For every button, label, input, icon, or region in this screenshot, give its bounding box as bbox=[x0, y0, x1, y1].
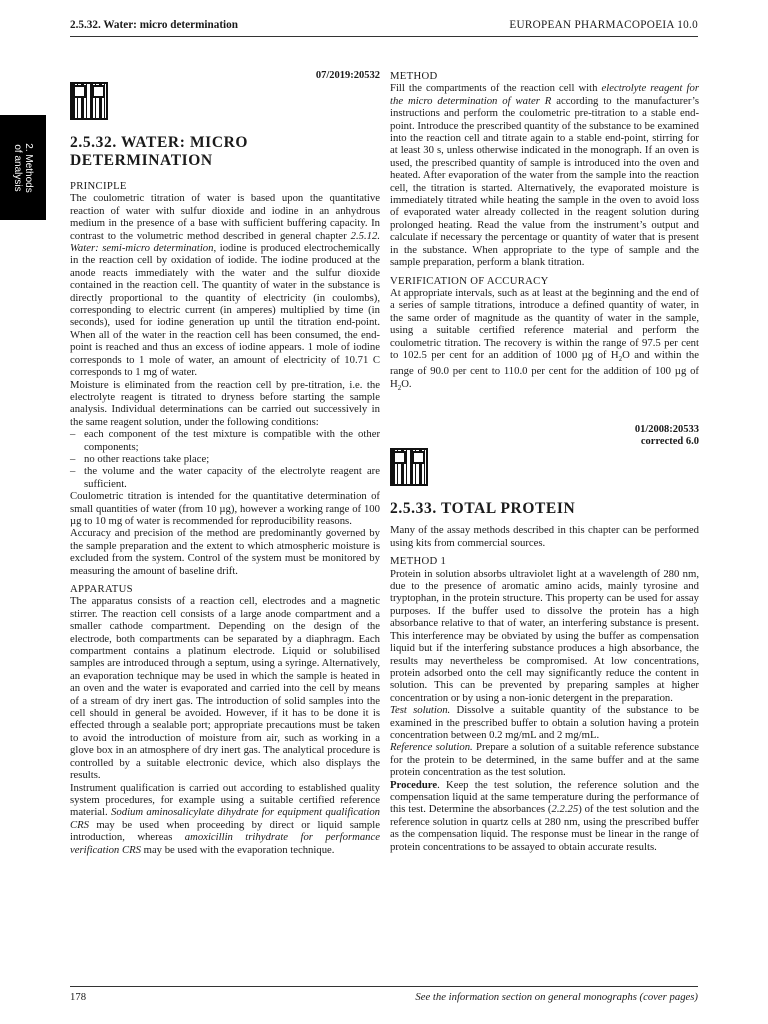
method-heading: METHOD bbox=[390, 70, 438, 82]
verification-heading: VERIFICATION OF ACCURACY bbox=[390, 274, 549, 287]
apparatus-paragraph-2: Instrument qualification is carried out according to established quality system procedures, for example using a suitable certified reference material. Sodium aminosalicylate dihydrate for equipment qualification CRS may be used when proceeding by direct or liquid sample introduction, whereas amoxicillin trihydrate for performance verification CRS may be used with the evaporation technique. bbox=[70, 781, 381, 856]
method1-heading: METHOD 1 bbox=[390, 555, 447, 568]
monograph-ref-code-2: 01/2008:20533 bbox=[634, 424, 699, 436]
principle-paragraph-1: The coulometric titration of water is based upon the quantitative reaction of water with sulfur dioxide and iodine in an anhydrous medium in the presence of a base with sufficient buffering capacity. In contrast to the volumetric method described in general chapter 2.5.12. Water: semi-micro determination, iodine is produced electrochemically in the reaction cell by oxidation of iodide. The iodine produced at the anode reacts immediately with the water and the sulfur dioxide contained in the reaction cell. The quantity of water in the substance is directly proportional to the quantity of electricity (in coulombs), corresponding to electric current (in amperes) multiplied by time (in seconds), used for iodine generation up until the titration end-point. When all of the water in the reaction cell has been consumed, the end-point is reached and thus an excess of iodine appears. 1 mole of iodine corresponds to 1 mole of water, an amount of electricity of 10.71 C corresponds to 1 mg of water. bbox=[70, 192, 380, 379]
running-header bbox=[70, 14, 698, 37]
principle-paragraph-3: Coulometric titration is intended for the quantitative determination of small quantities of water (from 10 µg), however a working range of 100 µg to 10 mg of water is recommended for reproducibility reasons. bbox=[70, 490, 380, 527]
test-solution-paragraph: Test solution. Dissolve a suitable quantity of the substance to be examined in the prescribed buffer to obtain a solution having a protein concentration between 0.2 mg/mL and 2 mg/mL. bbox=[390, 704, 700, 741]
side-tab-line1: 2. Methods bbox=[23, 142, 34, 193]
monograph-ref-code: 07/2019:20532 bbox=[315, 70, 380, 81]
qr-code-icon bbox=[390, 448, 428, 486]
verification-paragraph: At appropriate intervals, such as at least at the beginning and the end of a series of sample titrations, introduce a defined quantity of water, in the same order of magnitude as the quantity of water in the sample, using a suitable certified reference material and perform the coulometric titration. The recovery is within the range of 97.5 per cent to 102.5 per cent for an addition of 1000 µg of $H_2O$ and within the range of 90.0 per cent to 110.0 per cent for the addition of 100 µg of $H_2O$. bbox=[390, 286, 699, 393]
apparatus-paragraph-1: The apparatus consists of a reaction cell, electrodes and a magnetic stirrer. The reaction cell consists of a large anode compartment and a smaller cathode compartment. Depending on the design of the electrode, both compartments can be separated by a diaphragm. Each compartment contains a platinum electrode. Liquid or solubilised samples are introduced through a septum, using a syringe. Alternatively, an evaporation technique may be used in which the sample is heated in an oven and the water is evaporated and carried into the cell by means of a stream of dry inert gas. The introduction of solid samples into the cell should in general be avoided. However, if it has to be done it is effected through a sealable port; appropriate precautions must be taken to avoid the introduction of moisture from air, such as working in a glove box in an atmosphere of dry inert gas. The analytical procedure is controlled by a suitable electronic device, which also displays the results. bbox=[70, 595, 380, 782]
side-tab-label bbox=[12, 143, 34, 192]
reference-solution-paragraph: Reference solution. Prepare a solution of a suitable reference substance for the protein to be determined, in the same buffer and at the same protein concentration as the test solution. bbox=[390, 741, 700, 779]
chapter-title: 2.5.32. WATER: MICRO DETERMINATION bbox=[70, 134, 249, 169]
principle-heading: PRINCIPLE bbox=[70, 180, 127, 192]
header-publication: EUROPEAN PHARMACOPOEIA 10.0 bbox=[509, 19, 698, 31]
right-column bbox=[390, 70, 699, 853]
procedure-paragraph: Procedure. Keep the test solution, the reference solution and the compensation liquid at the same temperature during the performance of this test. Determine the absorbances (2.2.25) of the test solution and the reference solution in quartz cells at 280 nm, using the prescribed buffer as the compensation liquid. The response must be linear in the range of protein concentrations to be assayed to obtain accurate results. bbox=[390, 778, 699, 853]
page-footer bbox=[70, 986, 698, 1003]
chapter-title-2: 2.5.33. TOTAL PROTEIN bbox=[390, 500, 576, 518]
condition-item: – no other reactions take place; bbox=[70, 453, 380, 465]
principle-paragraph-2: Moisture is eliminated from the reaction cell by pre-titration, i.e. the electrolyte reagent is titrated to dryness before starting the sample analysis. Individual determinations can be carried out successively in the same reagent solution, under the following conditions: bbox=[70, 378, 380, 428]
method-paragraph: Fill the compartments of the reaction cell with electrolyte reagent for the micro determination of water R according to the manufacturer’s instructions and perform the coulometric pre-titration to a stable end-point. Introduce the prescribed quantity of the substance to be examined into the reaction cell and titrate again to a stable end-point, stirring for at least 30 s, unless otherwise indicated in the monograph. If an oven is used, the prescribed quantity of sample is introduced into the oven and heated. After evaporation of the water from the sample into the reaction cell, the titration is started. Alternatively, the evaporated moisture is immediately titrated while heating the sample in the oven to avoid loss of evaporated water already collected in the reagent solution during prolonged heating. Read the value from the instrument’s output and calculate if necessary the percentage or quantity of water that is present in the substance. When appropriate to the type of sample and the sample preparation, perform a blank titration. bbox=[390, 82, 699, 269]
footer-note: See the information section on general monographs (cover pages) bbox=[415, 991, 698, 1003]
left-column bbox=[70, 70, 380, 856]
condition-item: – the volume and the water capacity of the electrolyte reagent are sufficient. bbox=[70, 465, 380, 490]
chapter-side-tab bbox=[0, 115, 46, 220]
side-tab-line2: of analysis bbox=[12, 143, 23, 192]
condition-item: – each component of the test mixture is compatible with the other components; bbox=[70, 428, 380, 453]
page-number: 178 bbox=[70, 991, 87, 1003]
apparatus-heading: APPARATUS bbox=[70, 583, 133, 595]
corrected-edition: corrected 6.0 bbox=[640, 436, 699, 448]
header-section-title: 2.5.32. Water: micro determination bbox=[70, 19, 238, 31]
conditions-list bbox=[70, 428, 380, 490]
principle-paragraph-4: Accuracy and precision of the method are predominantly governed by the sample preparation and the extent to which atmospheric moisture is excluded from the system. Control of the system must be monitored by measuring the amount of baseline drift. bbox=[70, 527, 380, 577]
method1-paragraph: Protein in solution absorbs ultraviolet light at a wavelength of 280 nm, due to the presence of aromatic amino acids, mainly tyrosine and tryptophan, in the protein structure. This property can be used for assay purposes. If the buffer used to dissolve the protein has a high absorbance relative to that of water, an interfering substance is present. This interference may be obviated by using the buffer as compensation liquid but if the interfering substance produces a high absorbance, the results may nevertheless be compromised. At low concentrations, protein adsorbed onto the cell may significantly reduce the content in solution. This can be prevented by preparing samples at higher concentration or by using a non-ionic detergent in the preparation. bbox=[390, 567, 699, 704]
qr-code-icon bbox=[70, 82, 108, 120]
intro-paragraph: Many of the assay methods described in this chapter can be performed using kits from commercial sources. bbox=[390, 524, 699, 549]
